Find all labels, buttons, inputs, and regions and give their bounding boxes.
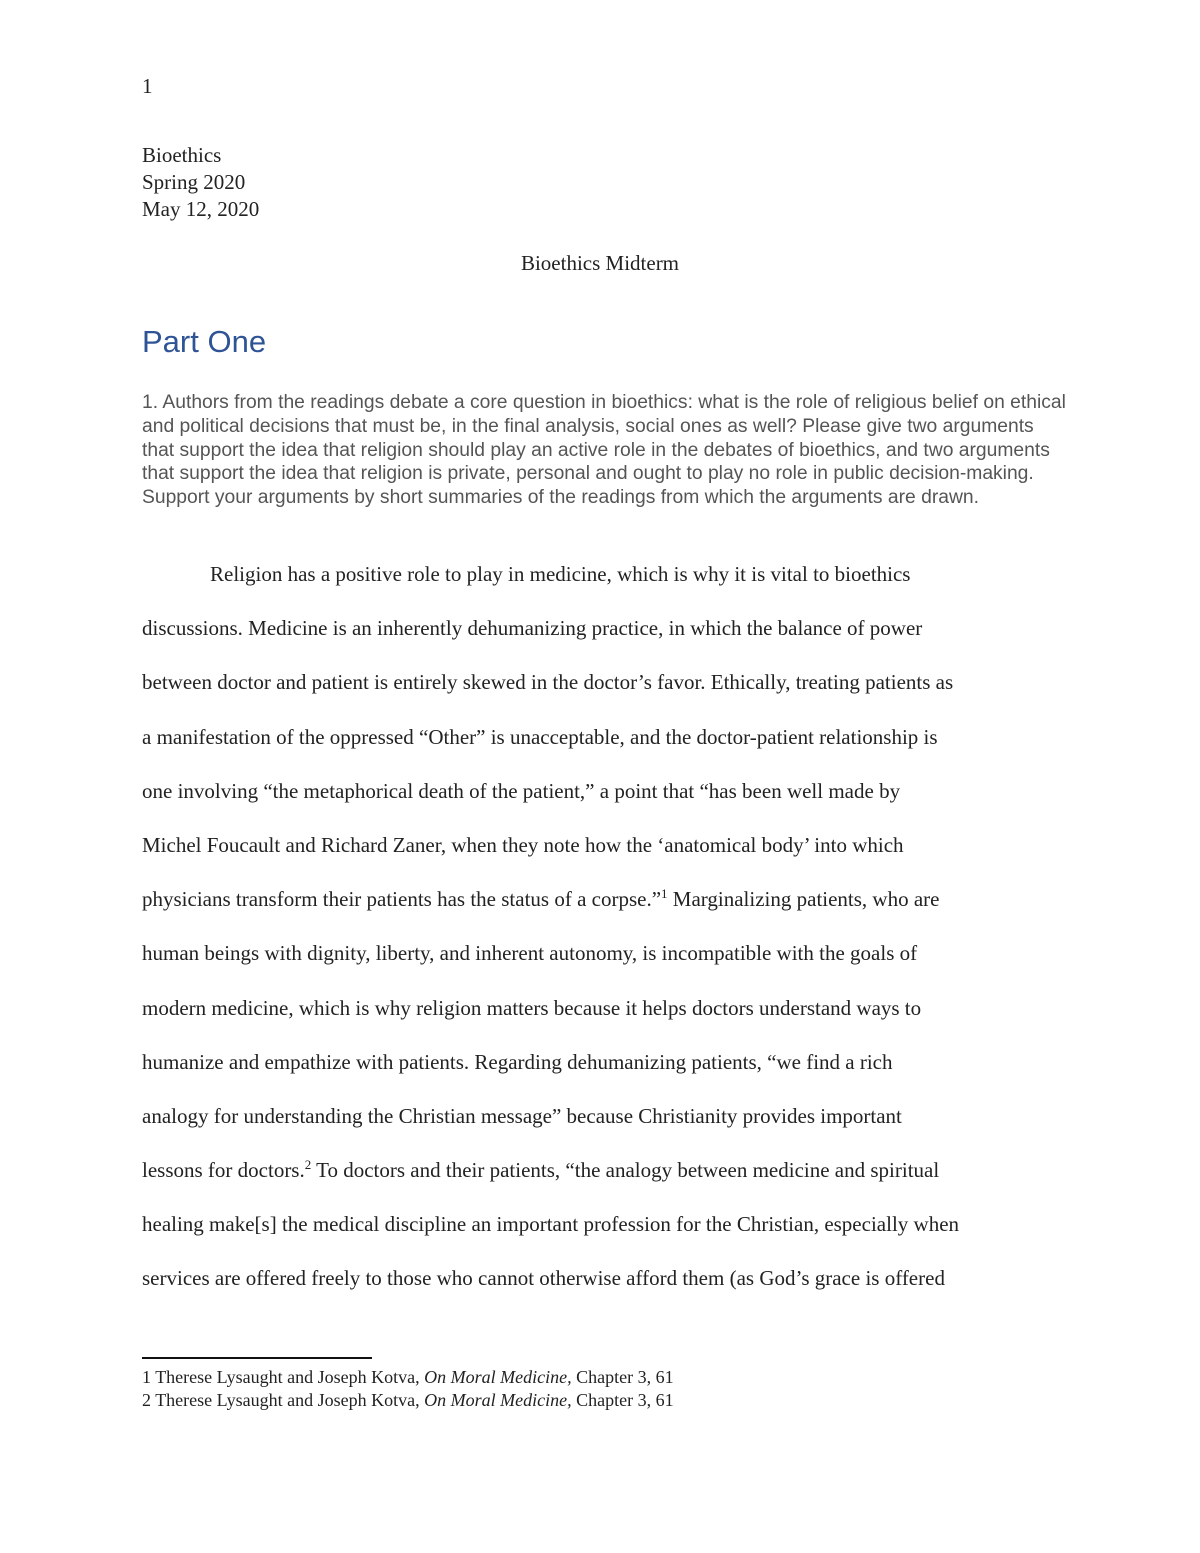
footnote-number: 1 (142, 1367, 151, 1387)
footnote-ref[interactable]: 2 (304, 1157, 312, 1173)
footnotes (142, 1366, 674, 1412)
footnote-location: Chapter 3, 61 (576, 1367, 674, 1387)
footnote-location: Chapter 3, 61 (576, 1390, 674, 1410)
body-line: analogy for understanding the Christian message” because Christianity provides important (142, 1103, 902, 1128)
body-line: between doctor and patient is entirely skewed in the doctor’s favor. Ethically, treating patients as (142, 670, 954, 695)
page-number: 1 (142, 74, 153, 98)
body-line: humanize and empathize with patients. Regarding dehumanizing patients, “we find a rich (142, 1049, 893, 1074)
body-line: a manifestation of the oppressed “Other” is unacceptable, and the doctor-patient relationship is (142, 724, 938, 749)
body-line (142, 1154, 1072, 1208)
body-line: healing make[s] the medical discipline an important profession for the Christian, especially when (142, 1212, 960, 1237)
footnote-separator (142, 1357, 372, 1359)
question-text: 1. Authors from the readings debate a core question in bioethics: what is the role of religious belief on ethical and political decisions that must be, in the final analysis, social ones as well? Please give two arguments that support the idea that religion should play an active role in the debates of bioethics, and two arguments that support the idea that religion is private, personal and ought to play no role in public decision-making. Support your arguments by short summaries of the readings from which the arguments are drawn. (142, 392, 1066, 509)
document-title: Bioethics Midterm (520, 251, 680, 275)
footnote-number: 2 (142, 1390, 151, 1410)
footnote (142, 1389, 674, 1412)
footnote-ref[interactable]: 1 (661, 886, 668, 902)
footnote-authors: Therese Lysaught and Joseph Kotva, (155, 1390, 420, 1410)
body-line: Religion has a positive role to play in medicine, which is why it is vital to bioethics (210, 562, 911, 586)
essay-body (142, 558, 1072, 1317)
date: May 12, 2020 (142, 197, 260, 221)
footnote-work: On Moral Medicine, (424, 1367, 572, 1387)
body-line: human beings with dignity, liberty, and inherent autonomy, is incompatible with the goals of (142, 941, 918, 966)
body-line (142, 883, 1072, 937)
course-name: Bioethics (142, 143, 222, 167)
document-header (142, 142, 259, 223)
body-text: physicians transform their patients has the status of a corpse.” (142, 887, 662, 912)
footnote (142, 1366, 674, 1389)
body-line: one involving “the metaphorical death of the patient,” a point that “has been well made by (142, 778, 901, 803)
body-line: modern medicine, which is why religion matters because it helps doctors understand ways to (142, 995, 922, 1020)
footnote-authors: Therese Lysaught and Joseph Kotva, (155, 1367, 420, 1387)
section-heading: Part One (142, 324, 267, 359)
body-text: lessons for doctors. (142, 1158, 305, 1183)
body-text: To doctors and their patients, “the analogy between medicine and spiritual (311, 1158, 940, 1183)
body-line: discussions. Medicine is an inherently dehumanizing practice, in which the balance of power (142, 616, 923, 641)
footnote-work: On Moral Medicine, (424, 1390, 572, 1410)
body-line: services are offered freely to those who cannot otherwise afford them (as God’s grace is offered (142, 1266, 945, 1291)
body-line: Michel Foucault and Richard Zaner, when they note how the ‘anatomical body’ into which (142, 832, 904, 857)
body-text: Marginalizing patients, who are (667, 887, 940, 912)
term: Spring 2020 (142, 170, 246, 194)
